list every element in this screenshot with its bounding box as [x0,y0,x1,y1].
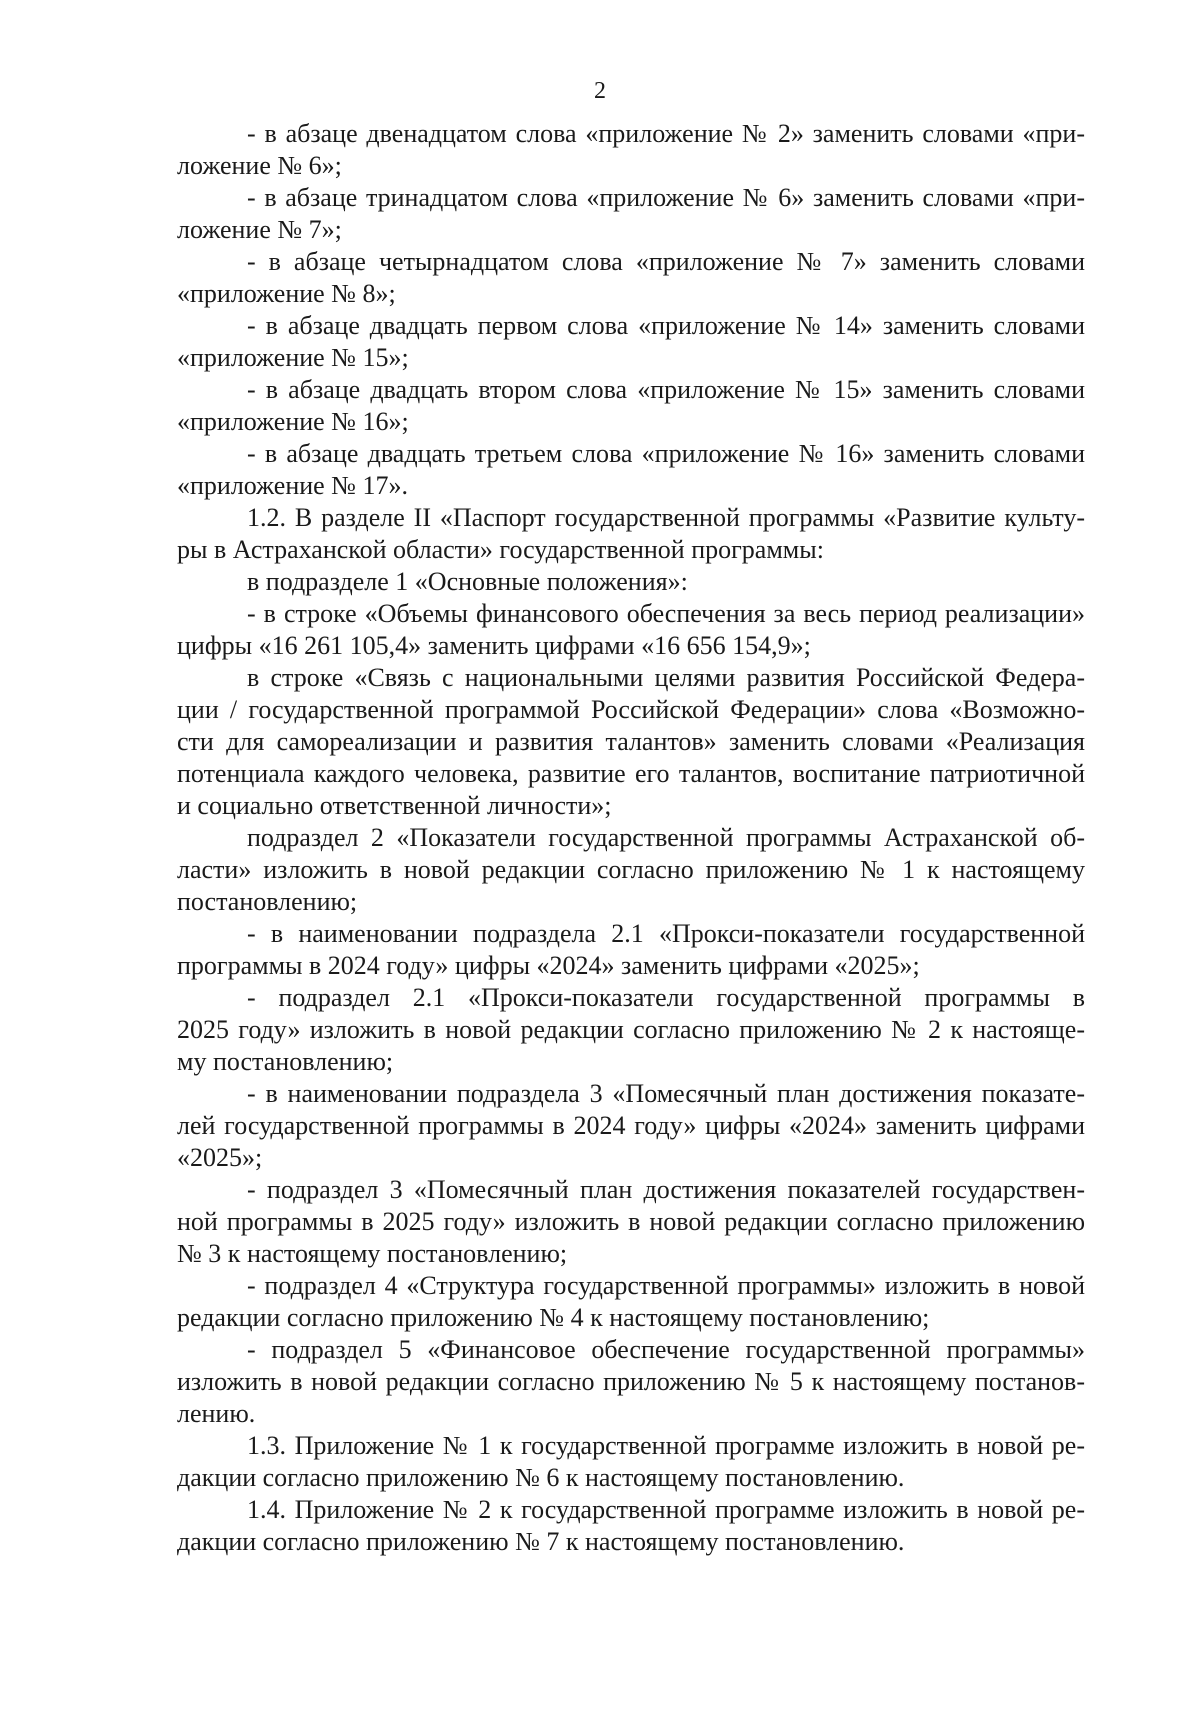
text-line: - в наименовании подраздела 3 «Помесячный план достижения показате- [247,1079,1085,1108]
text-line: дакции согласно приложению № 6 к настоящему постановлению. [177,1463,905,1492]
text-line: постановлению; [177,887,358,916]
text-line: «приложение № 16»; [177,407,409,436]
text-line: - в абзаце четырнадцатом слова «приложение № 7» заменить словами [247,247,1085,276]
text-line: ной программы в 2025 году» изложить в новой редакции согласно приложению [177,1207,1085,1236]
text-line: подраздел 2 «Показатели государственной программы Астраханской об- [247,823,1085,852]
text-line: № 3 к настоящему постановлению; [177,1239,568,1268]
text-line: лению. [177,1399,256,1428]
text-line: ции / государственной программой Российской Федерации» слова «Возможно- [177,695,1085,724]
text-line: программы в 2024 году» цифры «2024» заменить цифрами «2025»; [177,951,920,980]
text-line: «приложение № 8»; [177,279,396,308]
text-line: ложение № 6»; [177,151,342,180]
text-line: в подразделе 1 «Основные положения»: [247,567,688,596]
text-line: - подраздел 4 «Структура государственной программы» изложить в новой [247,1271,1085,1300]
text-line: цифры «16 261 105,4» заменить цифрами «16 656 154,9»; [177,631,811,660]
text-line: - подраздел 2.1 «Прокси-показатели государственной программы в [247,983,1085,1012]
text-line: - в абзаце двадцать втором слова «приложение № 15» заменить словами [247,375,1085,404]
text-line: «2025»; [177,1143,263,1172]
text-line: изложить в новой редакции согласно приложению № 5 к настоящему постанов- [177,1367,1085,1396]
text-line: - в абзаце двадцать первом слова «приложение № 14» заменить словами [247,311,1085,340]
text-line: - в абзаце тринадцатом слова «приложение № 6» заменить словами «при- [247,183,1085,212]
text-line: редакции согласно приложению № 4 к настоящему постановлению; [177,1303,930,1332]
text-line: 1.4. Приложение № 2 к государственной программе изложить в новой ре- [247,1495,1085,1524]
text-line: «приложение № 17». [177,471,408,500]
text-line: в строке «Связь с национальными целями развития Российской Федера- [247,663,1085,692]
text-line: - в строке «Объемы финансового обеспечения за весь период реализации» [247,599,1085,628]
text-line: - в абзаце двадцать третьем слова «приложение № 16» заменить словами [247,439,1085,468]
document-body [177,118,1085,1558]
text-line: лей государственной программы в 2024 году» цифры «2024» заменить цифрами [177,1111,1085,1140]
text-line: потенциала каждого человека, развитие его талантов, воспитание патриотичной [177,759,1085,788]
text-line: - подраздел 5 «Финансовое обеспечение государственной программы» [247,1335,1085,1364]
text-line: ложение № 7»; [177,215,342,244]
text-line: ласти» изложить в новой редакции согласно приложению № 1 к настоящему [177,855,1085,884]
text-line: дакции согласно приложению № 7 к настоящему постановлению. [177,1527,905,1556]
text-line: му постановлению; [177,1047,394,1076]
text-line: - подраздел 3 «Помесячный план достижения показателей государствен- [247,1175,1085,1204]
page-number: 2 [594,78,606,104]
text-line: 1.2. В разделе II «Паспорт государственной программы «Развитие культу- [247,503,1085,532]
text-line: «приложение № 15»; [177,343,409,372]
text-line: 2025 году» изложить в новой редакции согласно приложению № 2 к настояще- [177,1015,1085,1044]
text-line: - в наименовании подраздела 2.1 «Прокси-показатели государственной [247,919,1085,948]
text-line: и социально ответственной личности»; [177,791,612,820]
text-line: сти для самореализации и развития талантов» заменить словами «Реализация [177,727,1085,756]
text-line: - в абзаце двенадцатом слова «приложение № 2» заменить словами «при- [247,119,1085,148]
text-line: 1.3. Приложение № 1 к государственной программе изложить в новой ре- [247,1431,1085,1460]
text-line: ры в Астраханской области» государственной программы: [177,535,824,564]
